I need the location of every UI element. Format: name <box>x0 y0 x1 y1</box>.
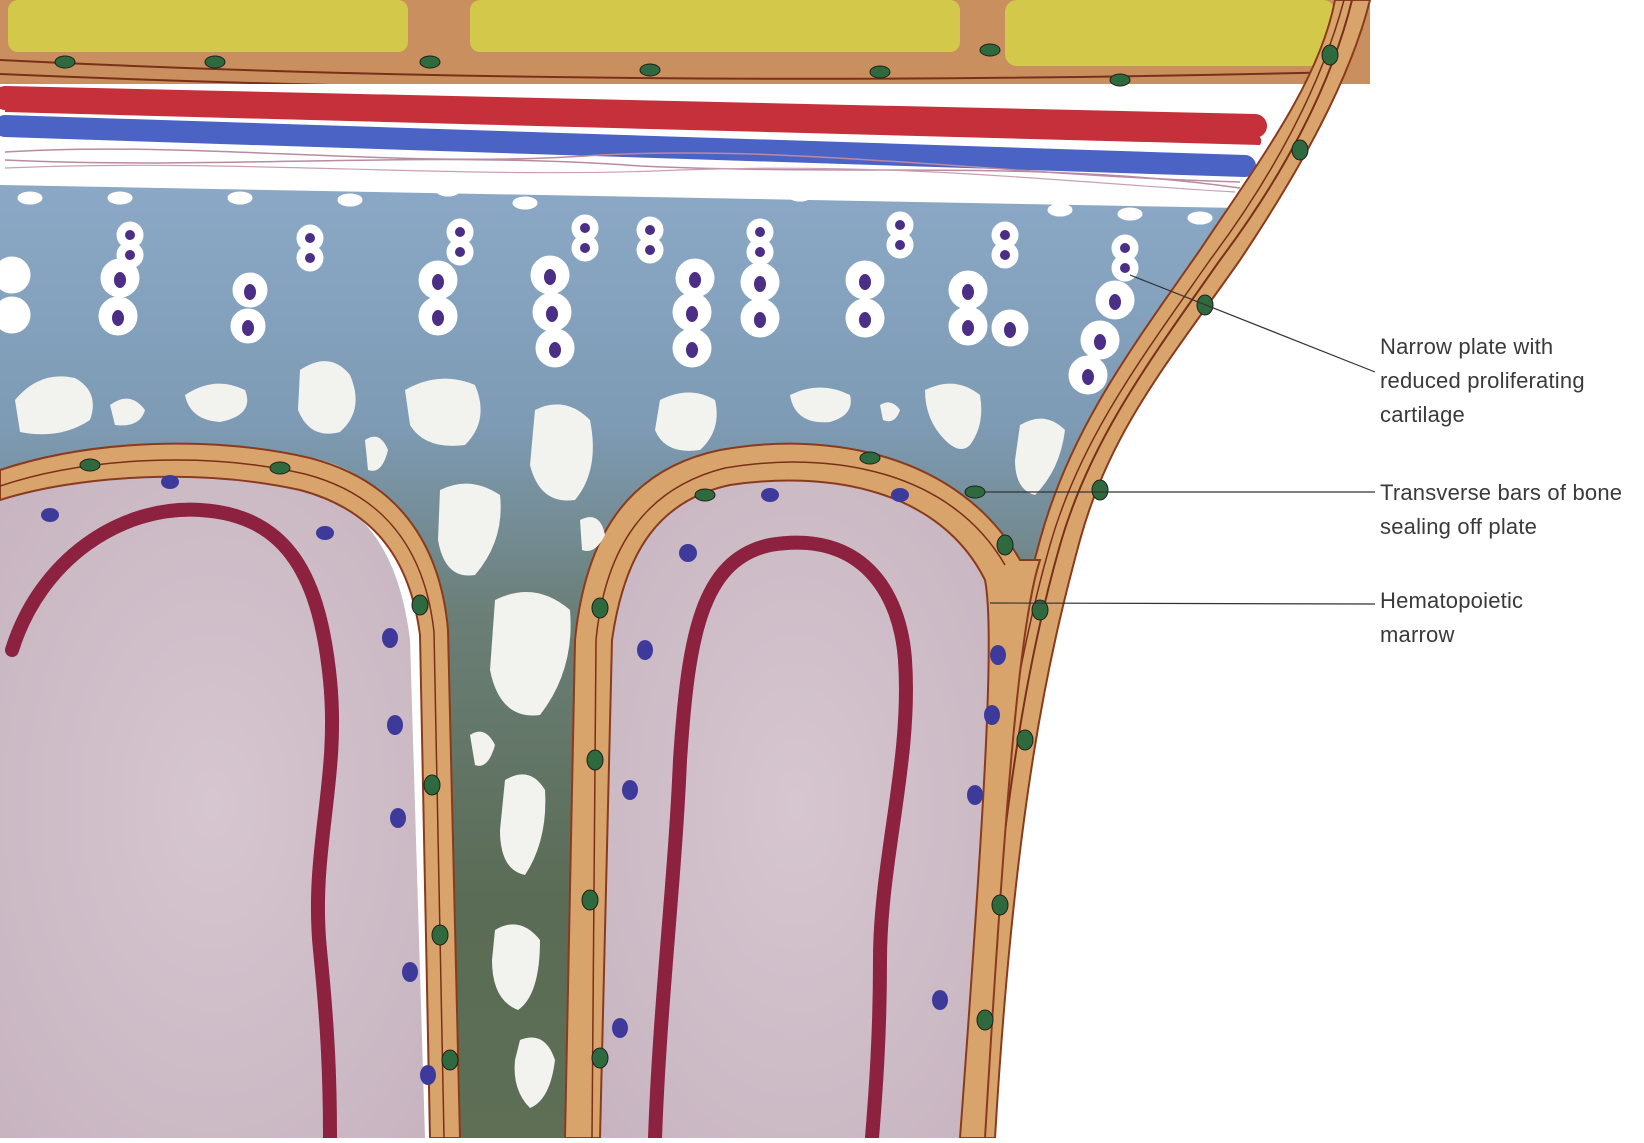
fat-cell <box>8 0 408 52</box>
label-marrow-line2: marrow <box>1380 622 1455 647</box>
label-narrow-plate-line3: cartilage <box>1380 402 1465 427</box>
top-bone-band <box>0 0 1370 91</box>
fat-cell <box>1005 0 1335 66</box>
label-transverse-bars-line1: Transverse bars of bone <box>1380 480 1623 505</box>
vessels <box>0 84 1370 192</box>
label-narrow-plate-line2: reduced proliferating <box>1380 368 1585 393</box>
label-transverse-bars <box>1380 476 1622 544</box>
label-hematopoietic-marrow <box>1380 584 1523 652</box>
label-narrow-plate <box>1380 330 1585 432</box>
fat-cell <box>470 0 960 52</box>
label-marrow-line1: Hematopoietic <box>1380 588 1524 613</box>
label-transverse-bars-line2: sealing off plate <box>1380 514 1538 539</box>
label-narrow-plate-line1: Narrow plate with <box>1380 334 1554 359</box>
